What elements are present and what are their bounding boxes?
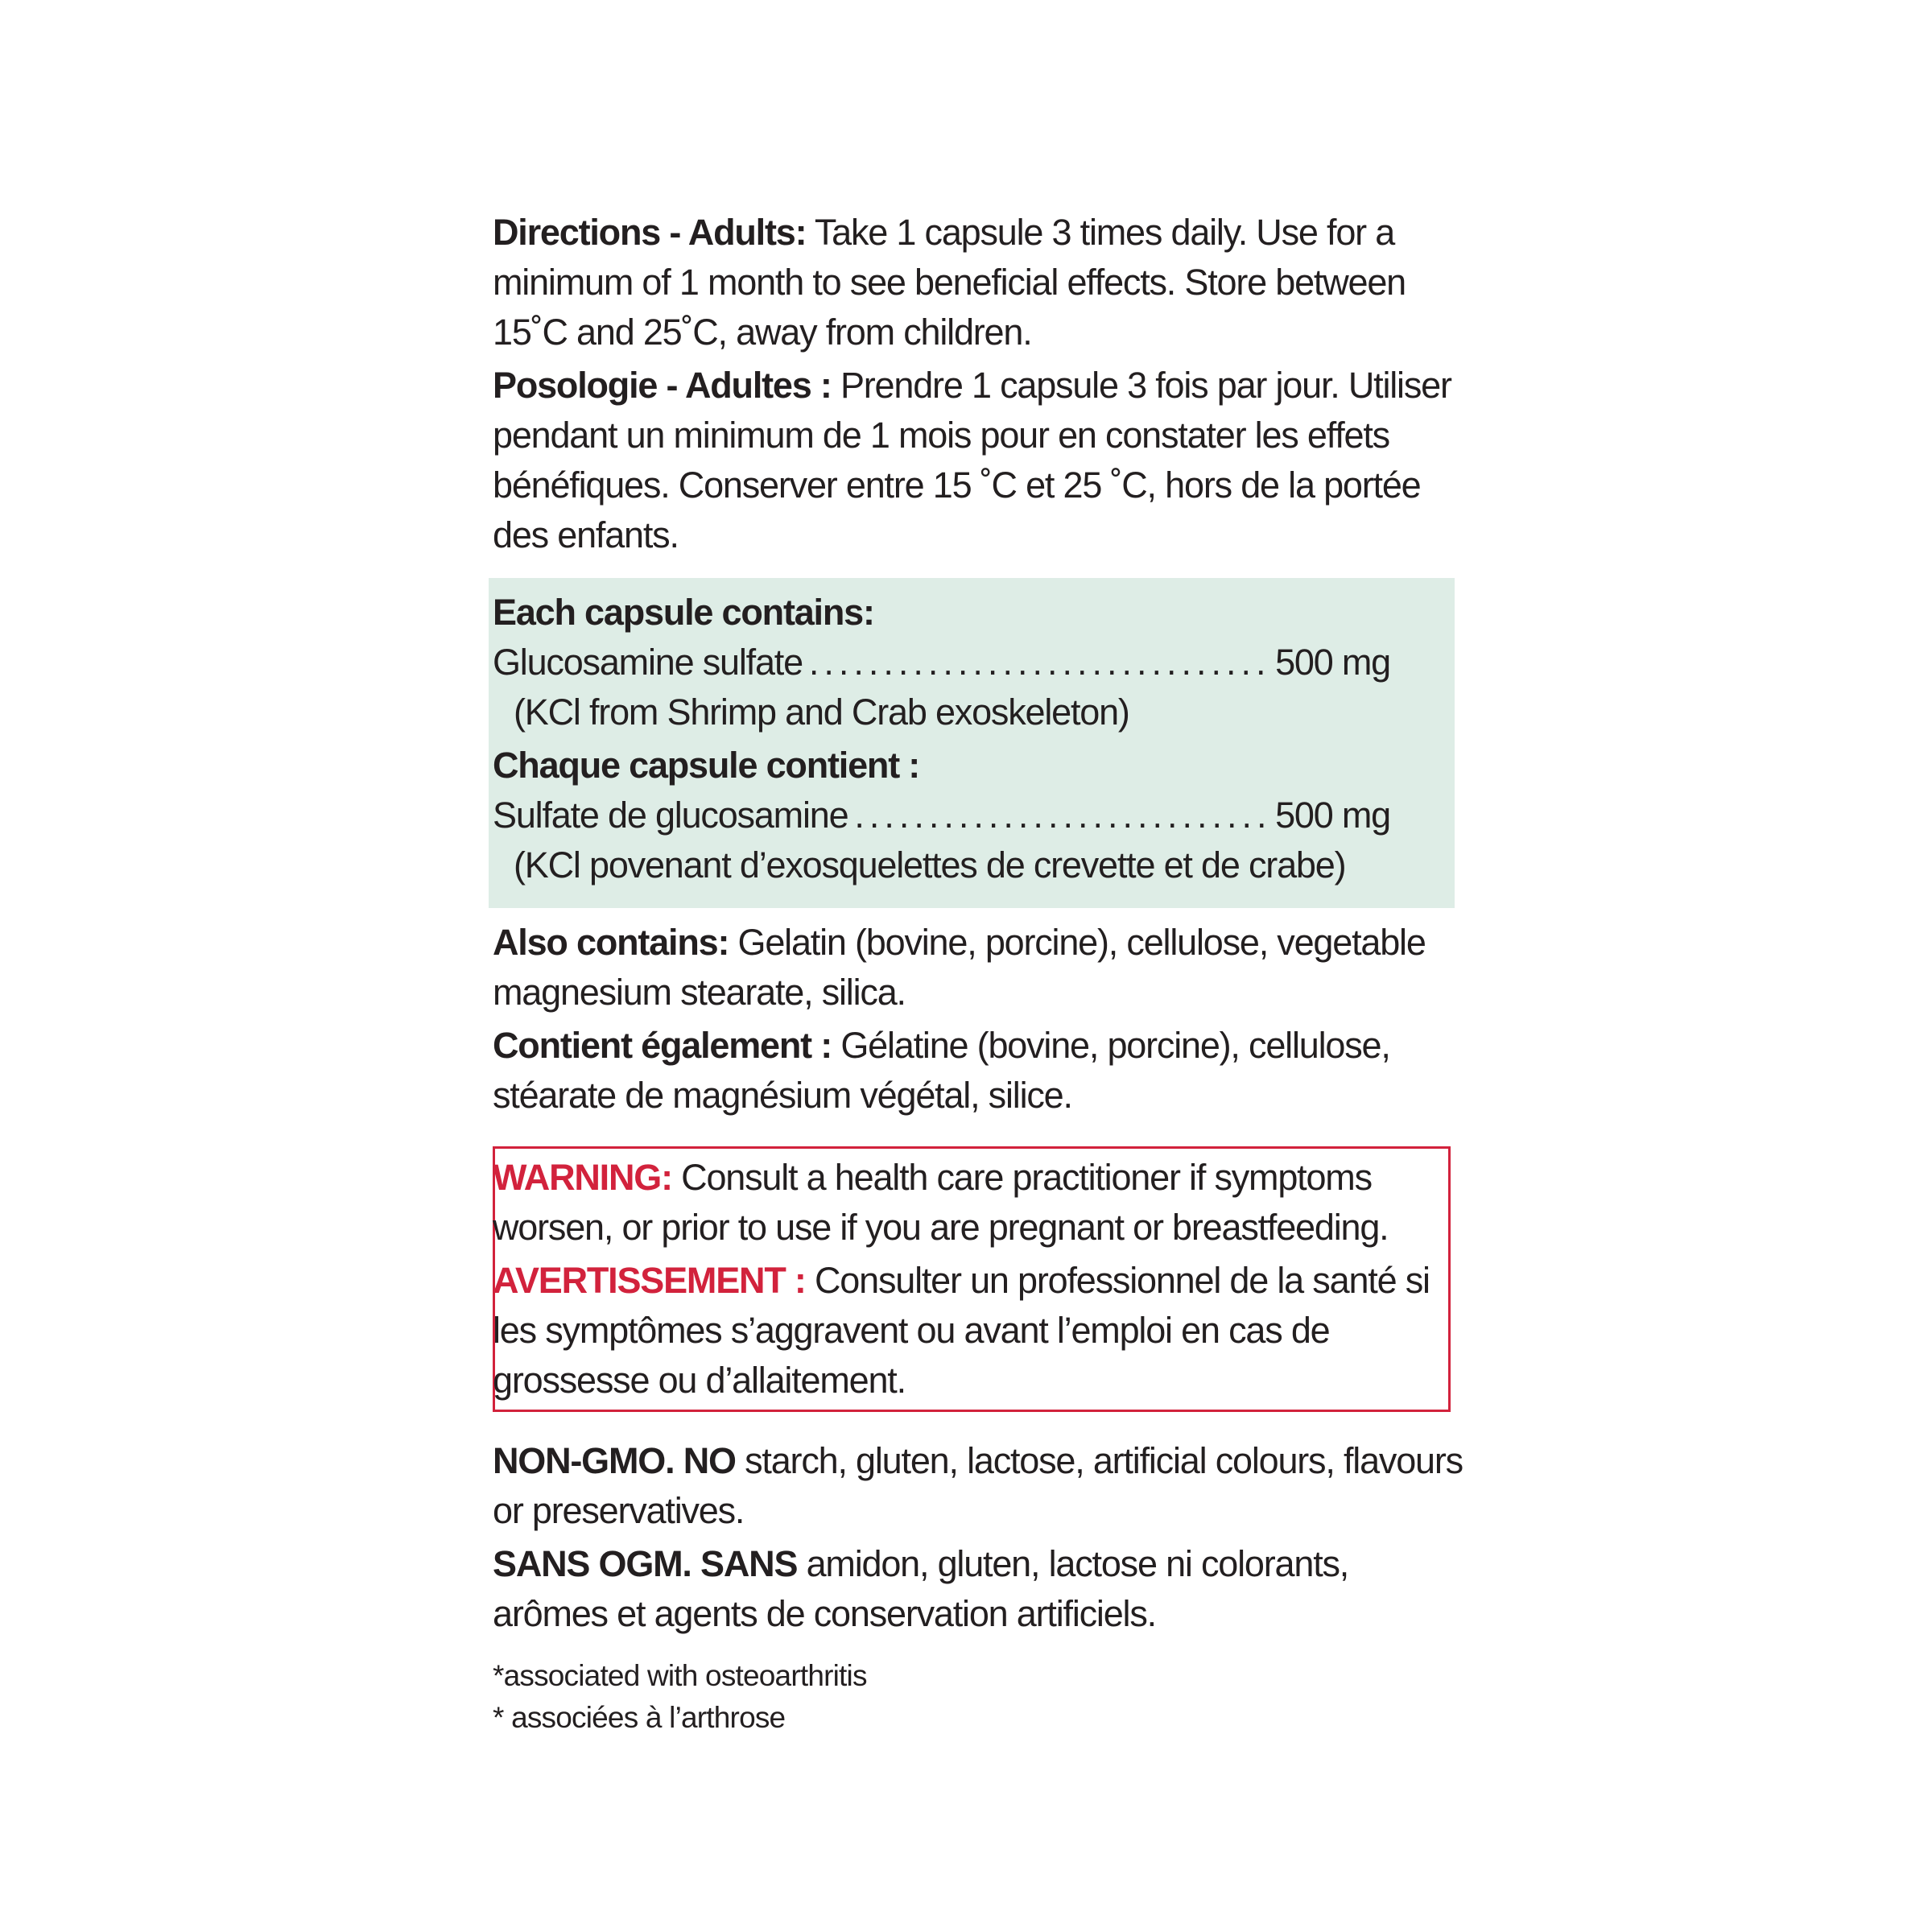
also-contains-en — [493, 918, 1467, 1018]
no-en-heading: NO — [683, 1440, 736, 1481]
directions-section — [493, 208, 1467, 560]
directions-fr-heading: Posologie - Adultes : — [493, 365, 832, 406]
ingredient-source-en: (KCl from Shrimp and Crab exoskeleton) — [514, 691, 1129, 733]
sans-fr-heading: SANS — [700, 1543, 798, 1584]
footnote-en: *associated with osteoarthritis — [493, 1659, 867, 1692]
warning-en — [493, 1153, 1467, 1253]
also-contains-en-heading: Also contains: — [493, 922, 729, 963]
non-medicinal-section — [493, 918, 1467, 1121]
also-contains-fr-text: Gélatine (bovine, porcine), cellulose, stéarate de magnésium végétal, silice. — [493, 1025, 1390, 1116]
ingredient-row-en — [493, 638, 1390, 687]
warning-en-heading: WARNING: — [493, 1157, 672, 1198]
warning-en-text: Consult a health care practitioner if symptoms worsen, or prior to use if you are pregnant or breastfeeding. — [493, 1157, 1389, 1248]
contains-fr-heading: Chaque capsule contient : — [493, 745, 920, 786]
medicinal-ingredients-section — [493, 588, 1467, 890]
footnote-fr: * associées à l’arthrose — [493, 1701, 786, 1734]
ingredient-row-fr — [493, 791, 1390, 840]
ingredient-amount-fr: 500 mg — [1275, 795, 1390, 836]
non-gmo-section — [493, 1436, 1467, 1639]
ingredient-name-en: Glucosamine sulfate — [493, 642, 803, 683]
non-gmo-fr — [493, 1539, 1467, 1639]
non-gmo-en-text: starch, gluten, lactose, artificial colours, flavours or preservatives. — [493, 1440, 1463, 1531]
dot-leader — [854, 791, 1269, 840]
non-gmo-en — [493, 1436, 1467, 1536]
non-gmo-fr-text: amidon, gluten, lactose ni colorants, arômes et agents de conservation artificiels. — [493, 1543, 1349, 1634]
directions-en-text: Take 1 capsule 3 times daily. Use for a minimum of 1 month to see beneficial effects. Store between 15˚C and 25˚C, away from children. — [493, 212, 1406, 353]
warning-fr — [493, 1256, 1467, 1406]
directions-fr — [493, 361, 1467, 560]
warning-fr-text: Consulter un professionnel de la santé si les symptômes s’aggravent ou avant l’emploi en cas de grossesse ou d’allaitement. — [493, 1260, 1430, 1401]
directions-en-heading: Directions - Adults: — [493, 212, 807, 253]
footnotes-section — [493, 1655, 1467, 1739]
contains-en-heading: Each capsule contains: — [493, 592, 874, 633]
also-contains-en-text: Gelatin (bovine, porcine), cellulose, vegetable magnesium stearate, silica. — [493, 922, 1426, 1013]
non-gmo-en-heading: NON-GMO. — [493, 1440, 675, 1481]
ingredient-source-fr: (KCl povenant d’exosquelettes de crevette et de crabe) — [514, 844, 1346, 886]
warning-section — [493, 1153, 1467, 1406]
ingredient-amount-en: 500 mg — [1275, 642, 1390, 683]
dot-leader — [809, 638, 1269, 687]
directions-fr-text: Prendre 1 capsule 3 fois par jour. Utiliser pendant un minimum de 1 mois pour en constater les effets bénéfiques. Conserver entre 15 ˚C et 25 ˚C, hors de la portée des enfants. — [493, 365, 1451, 555]
also-contains-fr-heading: Contient également : — [493, 1025, 832, 1066]
warning-fr-heading: AVERTISSEMENT : — [493, 1260, 806, 1301]
non-gmo-fr-heading: SANS OGM. — [493, 1543, 691, 1584]
also-contains-fr — [493, 1021, 1467, 1121]
ingredient-name-fr: Sulfate de glucosamine — [493, 795, 848, 836]
directions-en — [493, 208, 1467, 357]
